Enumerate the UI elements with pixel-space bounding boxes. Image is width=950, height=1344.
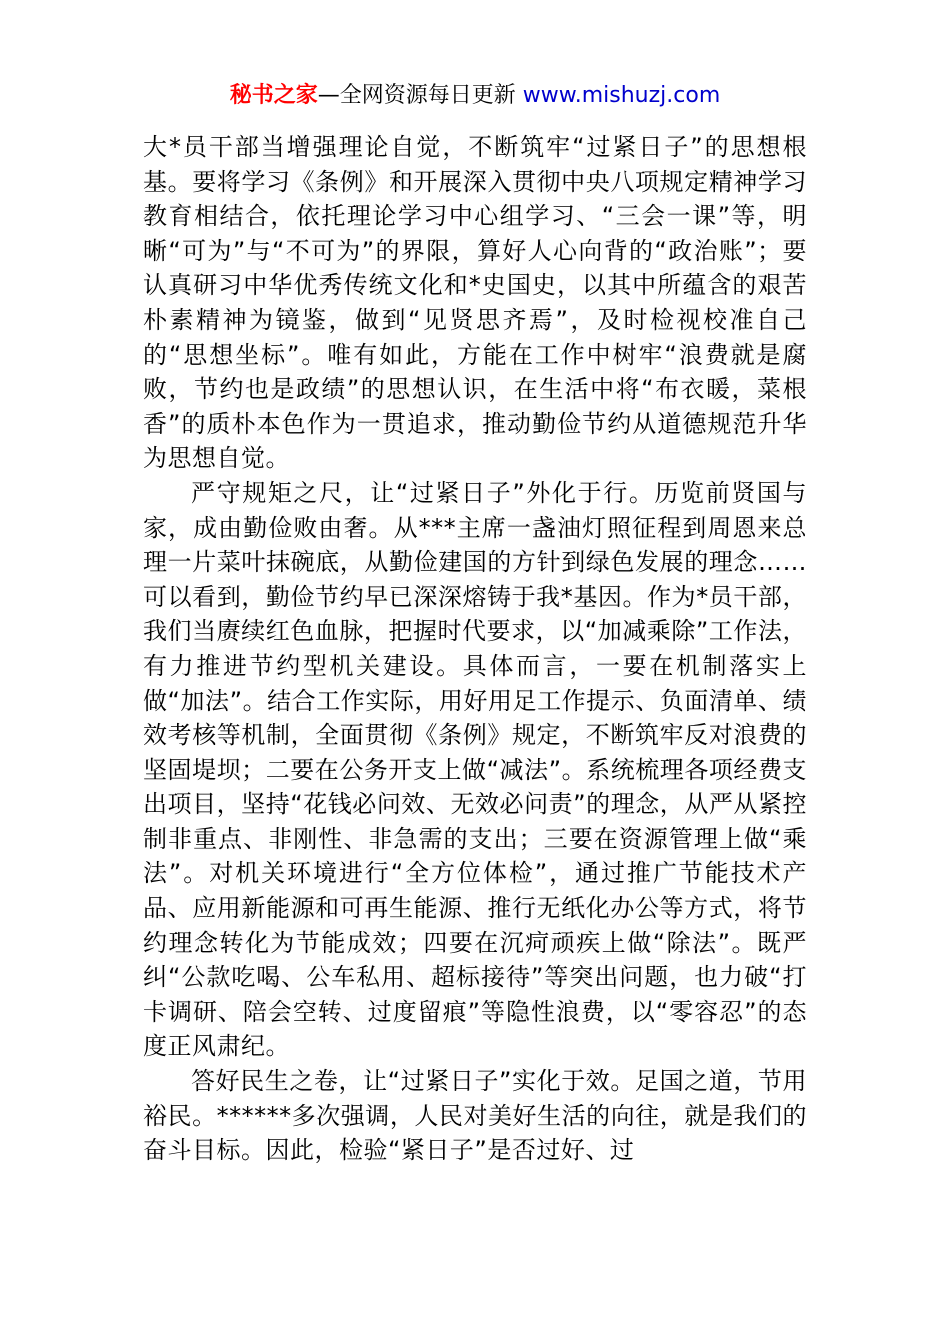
page-header [0, 80, 950, 112]
header-slogan: —全网资源每日更新 [317, 83, 516, 108]
paragraph: 大*员干部当增强理论自觉，不断筑牢“过紧日子”的思想根基。要将学习《条例》和开展深入贯彻中央八项规定精神学习教育相结合，依托理论学习中心组学习、“三会一课”等，明晰“可为”与“不可为”的界限，算好人心向背的“政治账”；要认真研习中华优秀传统文化和*史国史，以其中所蕴含的艰苦朴素精神为镜鉴，做到“见贤思齐焉”，及时检视校准自己的“思想坐标”。唯有如此，方能在工作中树牢“浪费就是腐败，节约也是政绩”的思想认识，在生活中将“布衣暖，菜根香”的质朴本色作为一贯追求，推动勤俭节约从道德规范升华为思想自觉。 [143, 133, 807, 473]
paragraph: 答好民生之卷，让“过紧日子”实化于效。足国之道，节用裕民。******多次强调，人民对美好生活的向往，就是我们的奋斗目标。因此，检验“紧日子”是否过好、过 [143, 1067, 807, 1165]
site-url[interactable]: www.mishuzj.com [522, 83, 721, 108]
document-body [143, 130, 807, 1168]
paragraph: 严守规矩之尺，让“过紧日子”外化于行。历览前贤国与家，成由勤俭败由奢。从***主席一盏油灯照征程到周恩来总理一片菜叶抹碗底，从勤俭建国的方针到绿色发展的理念……可以看到，勤俭节约早已深深熔铸于我*基因。作为*员干部，我们当赓续红色血脉，把握时代要求，以“加减乘除”工作法，有力推进节约型机关建设。具体而言，一要在机制落实上做“加法”。结合工作实际，用好用足工作提示、负面清单、绩效考核等机制，全面贯彻《条例》规定，不断筑牢反对浪费的坚固堤坝；二要在公务开支上做“减法”。系统梳理各项经费支出项目，坚持“花钱必问效、无效必问责”的理念，从严从紧控制非重点、非刚性、非急需的支出；三要在资源管理上做“乘法”。对机关环境进行“全方位体检”，通过推广节能技术产品、应用新能源和可再生能源、推行无纸化办公等方式，将节约理念转化为节能成效；四要在沉疴顽疾上做“除法”。既严纠“公款吃喝、公车私用、超标接待”等突出问题，也力破“打卡调研、陪会空转、过度留痕”等隐性浪费，以“零容忍”的态度正风肃纪。 [143, 478, 807, 1061]
brand-name: 秘书之家 [229, 83, 318, 108]
